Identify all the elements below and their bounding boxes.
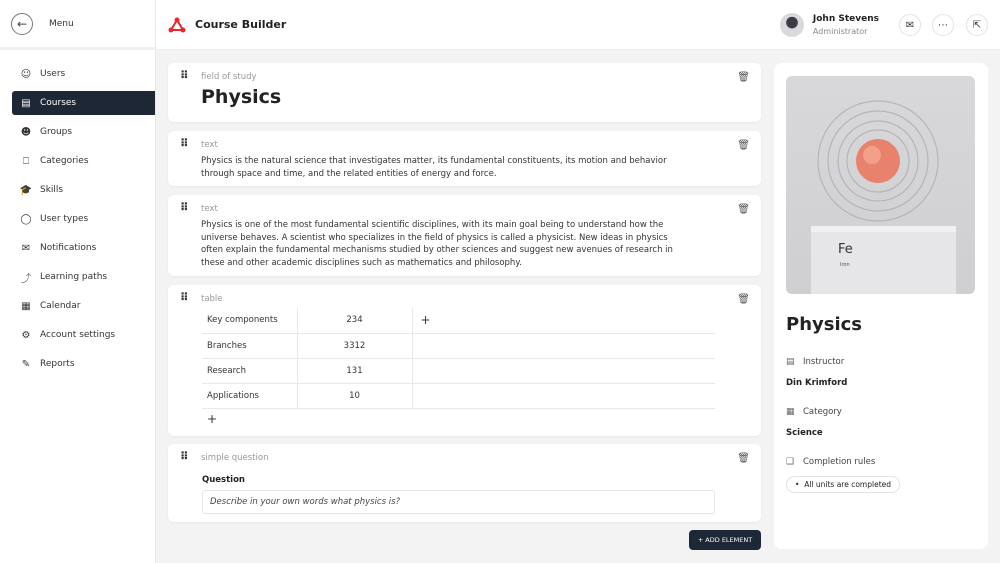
- element-name: Iron: [840, 262, 850, 268]
- course-title[interactable]: Physics: [201, 86, 282, 108]
- instructor-value: Din Krimford: [786, 378, 848, 388]
- gear-icon: ⚙: [21, 329, 31, 341]
- trash-icon[interactable]: 🗑: [737, 294, 750, 305]
- drag-handle-icon[interactable]: ⠿: [180, 291, 188, 304]
- avatar: [780, 13, 804, 37]
- text-element: [168, 131, 761, 186]
- sidebar-item-groups[interactable]: [12, 120, 155, 144]
- drag-handle-icon[interactable]: ⠿: [180, 201, 188, 214]
- drag-handle-icon[interactable]: ⠿: [180, 69, 188, 82]
- menu-label: Menu: [49, 18, 74, 29]
- add-element-button[interactable]: + ADD ELEMENT: [689, 530, 761, 550]
- sidebar-item-label: Notifications: [40, 243, 97, 253]
- menu-header[interactable]: [0, 0, 155, 50]
- table-row: [202, 308, 715, 333]
- logout-icon: ⇱: [972, 19, 982, 31]
- completion-label: ❑ Completion rules: [786, 457, 876, 467]
- more-button[interactable]: [932, 14, 954, 36]
- mail-icon: ✉: [21, 242, 31, 254]
- drag-handle-icon[interactable]: ⠿: [180, 450, 188, 463]
- user-icon: ☺: [20, 68, 32, 80]
- more-icon: ⋯: [938, 19, 948, 31]
- element-type: table: [201, 294, 223, 304]
- category-label: ▦ Category: [786, 407, 842, 417]
- table-element: [168, 285, 761, 436]
- row-label[interactable]: Research: [202, 358, 297, 383]
- user-role: Administrator: [812, 27, 868, 36]
- element-type: simple question: [201, 453, 269, 463]
- book-icon: ▤: [21, 97, 31, 109]
- trash-icon[interactable]: 🗑: [737, 140, 750, 151]
- sidebar-item-courses[interactable]: [12, 91, 155, 115]
- sidebar-item-calendar[interactable]: [12, 294, 155, 318]
- sidebar-item-account-settings[interactable]: [12, 323, 155, 347]
- panel-title: Physics: [786, 314, 863, 335]
- sidebar-item-label: Calendar: [40, 301, 81, 311]
- text-content[interactable]: Physics is one of the most fundamental scientific disciplines, with its main goal being to understand how the universe behaves. A scientist who specializes in the field of physics is called a physicist. New ideas in physics often explain the fundamental mechanisms studied by other sciences and suggest new avenues of research in these and other academic disciplines such as mathematics and philosophy.: [201, 220, 673, 268]
- rules-icon: ❑: [786, 457, 795, 467]
- text-element: [168, 195, 761, 276]
- sidebar-item-learning-paths[interactable]: [12, 265, 155, 289]
- table-row: [202, 333, 715, 358]
- sidebar-item-users[interactable]: [12, 62, 155, 86]
- sidebar-item-label: Skills: [40, 185, 64, 195]
- add-row-icon[interactable]: +: [207, 412, 218, 426]
- empty-cell[interactable]: [412, 383, 715, 408]
- graduation-cap-icon: 🎓: [19, 184, 33, 196]
- text-content[interactable]: Physics is the natural science that investigates matter, its fundamental constituents, its motion and behavior through space and time, and the related entities of energy and force.: [201, 156, 667, 179]
- calendar-icon: ▦: [21, 300, 31, 312]
- sidebar-item-label: User types: [40, 214, 89, 224]
- row-value[interactable]: 3312: [297, 333, 412, 358]
- simple-question-element: [168, 444, 761, 522]
- data-table: [202, 308, 715, 409]
- categories-icon: ⎕: [23, 155, 29, 167]
- sidebar: [0, 0, 156, 563]
- logo-icon: [168, 17, 186, 33]
- page-title: Course Builder: [195, 18, 287, 31]
- row-label[interactable]: Applications: [202, 383, 297, 408]
- user-profile[interactable]: [780, 13, 879, 37]
- sidebar-item-reports[interactable]: [12, 352, 155, 376]
- row-label[interactable]: Key components: [202, 308, 297, 333]
- tag-icon: ◯: [20, 213, 32, 225]
- add-column-icon[interactable]: +: [420, 313, 431, 328]
- sidebar-item-label: Courses: [40, 98, 77, 108]
- sidebar-item-label: Users: [40, 69, 66, 79]
- table-row: [202, 383, 715, 408]
- completion-rule-chip: • All units are completed: [786, 476, 900, 493]
- logout-button[interactable]: [966, 14, 988, 36]
- group-icon: ☻: [20, 126, 32, 138]
- atom-illustration: [786, 76, 975, 294]
- row-value[interactable]: 10: [297, 383, 412, 408]
- back-arrow-icon[interactable]: ←: [11, 13, 33, 35]
- trash-icon[interactable]: 🗑: [737, 204, 750, 215]
- sidebar-item-skills[interactable]: [12, 178, 155, 202]
- empty-cell[interactable]: [412, 308, 715, 333]
- mail-icon: ✉: [905, 19, 915, 31]
- instructor-label: ▤ Instructor: [786, 357, 845, 367]
- field-of-study-element: [168, 63, 761, 122]
- sidebar-nav: [0, 50, 155, 376]
- user-name: John Stevens: [812, 14, 879, 24]
- element-type: text: [201, 204, 218, 214]
- question-label: Question: [202, 475, 245, 485]
- empty-cell[interactable]: [412, 358, 715, 383]
- sidebar-item-user-types[interactable]: [12, 207, 155, 231]
- row-value[interactable]: 131: [297, 358, 412, 383]
- category-value: Science: [786, 428, 823, 438]
- path-icon: ⤴: [21, 273, 31, 285]
- sidebar-item-label: Groups: [40, 127, 73, 137]
- element-type: field of study: [201, 72, 257, 82]
- sidebar-item-label: Categories: [40, 156, 89, 166]
- row-label[interactable]: Branches: [202, 333, 297, 358]
- id-card-icon: ▤: [786, 357, 795, 367]
- element-symbol: Fe: [838, 242, 853, 257]
- element-type: text: [201, 140, 218, 150]
- trash-icon[interactable]: 🗑: [737, 72, 750, 83]
- mail-button[interactable]: [899, 14, 921, 36]
- sidebar-item-notifications[interactable]: [12, 236, 155, 260]
- question-input[interactable]: Describe in your own words what physics is?: [202, 490, 715, 514]
- drag-handle-icon[interactable]: ⠿: [180, 137, 188, 150]
- table-row: [202, 358, 715, 383]
- sidebar-item-categories[interactable]: [12, 149, 155, 173]
- grid-icon: ▦: [786, 407, 795, 417]
- sidebar-item-label: Learning paths: [40, 272, 108, 282]
- header: [156, 0, 1000, 50]
- empty-cell[interactable]: [412, 333, 715, 358]
- course-details-panel: [774, 63, 988, 549]
- row-value[interactable]: 234: [297, 308, 412, 333]
- trash-icon[interactable]: 🗑: [737, 453, 750, 464]
- sidebar-item-label: Reports: [40, 359, 75, 369]
- sidebar-item-label: Account settings: [40, 330, 116, 340]
- course-image: [786, 76, 975, 294]
- reports-icon: ✎: [21, 358, 31, 370]
